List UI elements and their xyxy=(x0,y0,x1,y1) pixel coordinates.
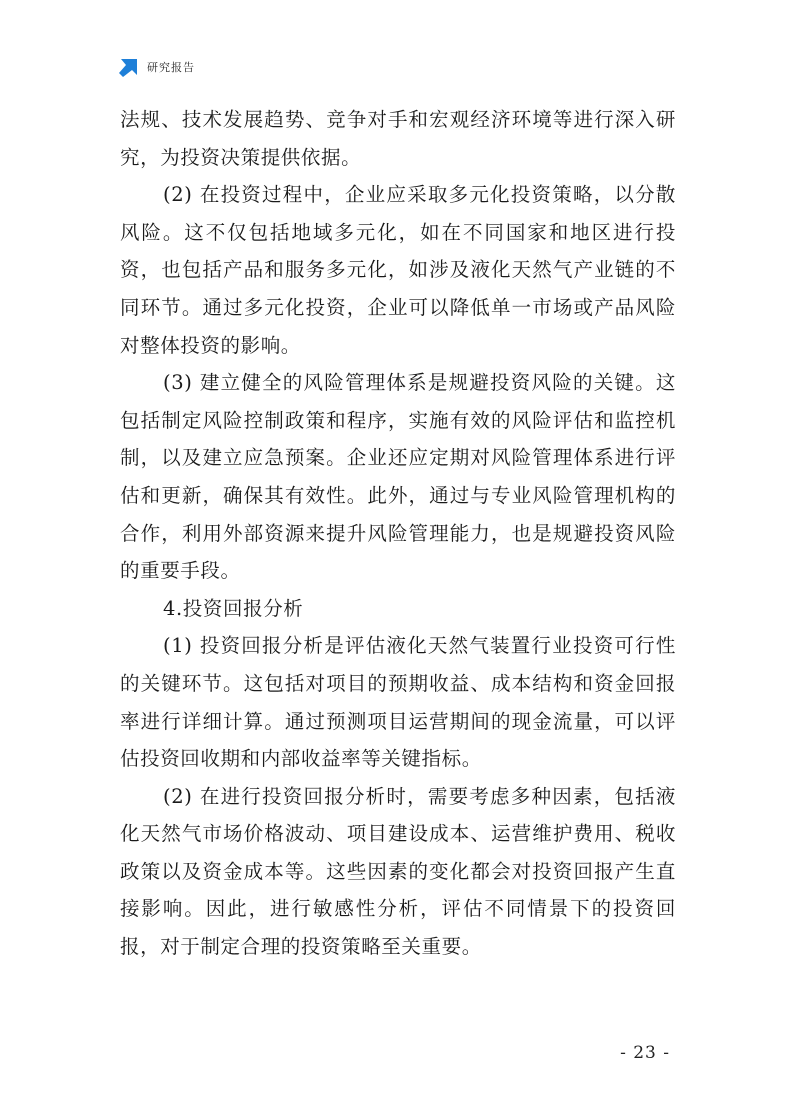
paragraph-return-factors: (2) 在进行投资回报分析时，需要考虑多种因素，包括液化天然气市场价格波动、项目建设成本、运营维护费用、税收政策以及资金成本等。这些因素的变化都会对投资回报产生直接影响。因此，进行敏感性分析，评估不同情景下的投资回报，对于制定合理的投资策略至关重要。 xyxy=(120,784,676,959)
paragraph-risk-management: (3) 建立健全的风险管理体系是规避投资风险的关键。这包括制定风险控制政策和程序，实施有效的风险评估和监控机制，以及建立应急预案。企业还应定期对风险管理体系进行评估和更新，确保其有效性。此外，通过与专业风险管理机构的合作，利用外部资源来提升风险管理能力，也是规避投资风险的重要手段。 xyxy=(120,371,676,583)
page-number: - 23 - xyxy=(620,1043,670,1063)
arrow-up-right-icon xyxy=(118,56,140,78)
report-header xyxy=(118,56,195,78)
paragraph-diversification: (2) 在投资过程中，企业应采取多元化投资策略，以分散风险。这不仅包括地域多元化，如在不同国家和地区进行投资，也包括产品和服务多元化，如涉及液化天然气产业链的不同环节。通过多元化投资，企业可以降低单一市场或产品风险对整体投资的影响。 xyxy=(120,183,676,357)
document-body xyxy=(120,101,676,966)
section-heading: 4.投资回报分析 xyxy=(163,596,304,620)
paragraph-return-analysis: (1) 投资回报分析是评估液化天然气装置行业投资可行性的关键环节。这包括对项目的预期收益、成本结构和资金回报率进行详细计算。通过预测项目运营期间的现金流量，可以评估投资回收期和内部收益率等关键指标。 xyxy=(120,634,676,771)
paragraph-continued: 法规、技术发展趋势、竞争对手和宏观经济环境等进行深入研究，为投资决策提供依据。 xyxy=(120,108,676,169)
header-title: 研究报告 xyxy=(147,61,195,74)
